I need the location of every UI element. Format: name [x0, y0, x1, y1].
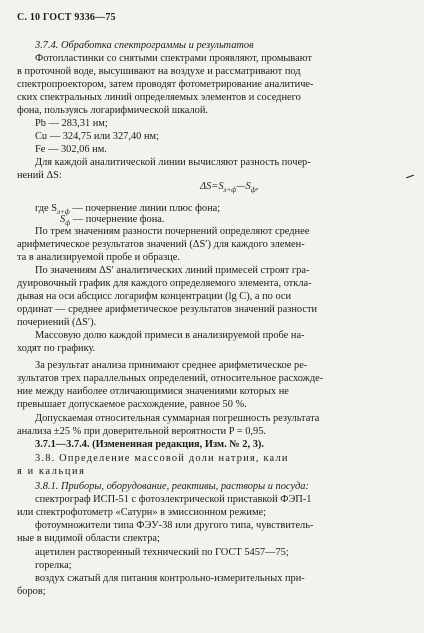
text-line: дывая на оси абсцисс логарифм концентрации (lg C), а по оси — [17, 291, 292, 302]
text-line: та в анализируемой пробе и образце. — [17, 252, 180, 263]
wavelength-cu: Cu — 324,75 или 327,40 нм; — [35, 131, 159, 142]
formula-s1-sub: л+ф — [223, 186, 237, 195]
formula-lhs: ΔS — [200, 181, 212, 192]
list-item: фотоумножители типа ФЭУ-38 или другого типа, чувствитель- — [35, 520, 314, 531]
text-line: зультатов трех параллельных определений, относительное расхожде- — [17, 373, 324, 384]
text-line: ских спектральных линий определяемых элементов и соседнего — [17, 92, 301, 103]
text-line: анализа ±25 % при доверительной вероятности P = 0,95. — [17, 426, 267, 437]
text-line: фона, пользуясь логарифмической шкалой. — [17, 105, 208, 116]
section-heading-3-8-1: 3.8.1. Приборы, оборудование, реактивы, растворы и посуда: — [35, 481, 309, 492]
amendment-note: 3.7.1—3.7.4. (Измененная редакция, Изм. № 2, 3). — [35, 439, 264, 450]
text-line: Фотопластинки со снятыми спектрами проявляют, промывают — [35, 53, 312, 64]
where-line-2: $S_ф$ — почернение фона. — [60, 214, 165, 228]
formula-delta-s — [200, 181, 258, 196]
text-line: ходят по графику. — [17, 343, 96, 354]
list-item: горелка; — [35, 560, 72, 571]
text-line: почернений (ΔS′). — [17, 317, 97, 328]
wavelength-pb: Pb — 283,31 нм; — [35, 118, 108, 129]
page-header: С. 10 ГОСТ 9336—75 — [17, 12, 116, 23]
list-item: ацетилен растворенный технический по ГОСТ 5457—75; — [35, 547, 289, 558]
text-line: в проточной воде, высушивают на воздухе и рассматривают под — [17, 66, 301, 77]
formula-minus: — — [236, 181, 246, 192]
text-line: арифметическое результатов значений (ΔS′) для каждого элемен- — [17, 239, 305, 250]
text-line: За результат анализа принимают среднее арифметическое ре- — [35, 360, 308, 371]
section-heading-3-8: 3.8. Определение массовой доли натрия, кали — [35, 453, 289, 464]
text-line: Для каждой аналитической линии вычисляют разность почер- — [35, 157, 311, 168]
text-line: нений ΔS: — [17, 170, 62, 181]
formula-s2: S — [245, 181, 251, 192]
text-line: ние между наиболее отличающимися значениями которых не — [17, 386, 289, 397]
list-item-cont: ные в видимой области спектра; — [17, 533, 160, 544]
list-item: спектрограф ИСП-51 с фотоэлектрической приставкой ФЭП-1 — [35, 494, 312, 505]
wavelength-fe: Fe — 302,06 нм. — [35, 144, 107, 155]
list-item: воздух сжатый для питания контрольно-измерительных при- — [35, 573, 305, 584]
text-line: Массовую долю каждой примеси в анализируемой пробе на- — [35, 330, 305, 341]
section-heading-3-8-cont: я и кальция — [17, 466, 86, 477]
formula-tail: , — [255, 181, 259, 192]
formula-eq: = — [211, 181, 219, 192]
text-line: спектропроектором, затем проводят фотометрирование аналитиче- — [17, 79, 314, 90]
text-line: дуировочный график для каждого определяемого элемента, откла- — [17, 278, 312, 289]
list-item-cont: боров; — [17, 586, 46, 597]
text-line: По трем значениям разности почернений определяют среднее — [35, 226, 310, 237]
text-line: ординат — среднее арифметическое результатов значений разности — [17, 304, 318, 315]
text-line: По значениям ΔS′ аналитических линий примесей строят гра- — [35, 265, 310, 276]
formula-s2-sub: ф — [250, 186, 256, 195]
formula-s1: S — [218, 181, 224, 192]
text-line: Допускаемая относительная суммарная погрешность результата — [35, 413, 320, 424]
text-line: превышает допускаемое расхождение, равное 50 %. — [17, 399, 247, 410]
list-item-cont: или спектрофотометр «Сатурн» в эмиссионном режиме; — [17, 507, 267, 518]
where-line-1: где $S_{л+ф}$ — почернение линии плюс фона; — [35, 203, 221, 217]
section-heading-3-7-4: 3.7.4. Обработка спектрограммы и результатов — [35, 40, 254, 51]
margin-mark — [406, 175, 414, 179]
